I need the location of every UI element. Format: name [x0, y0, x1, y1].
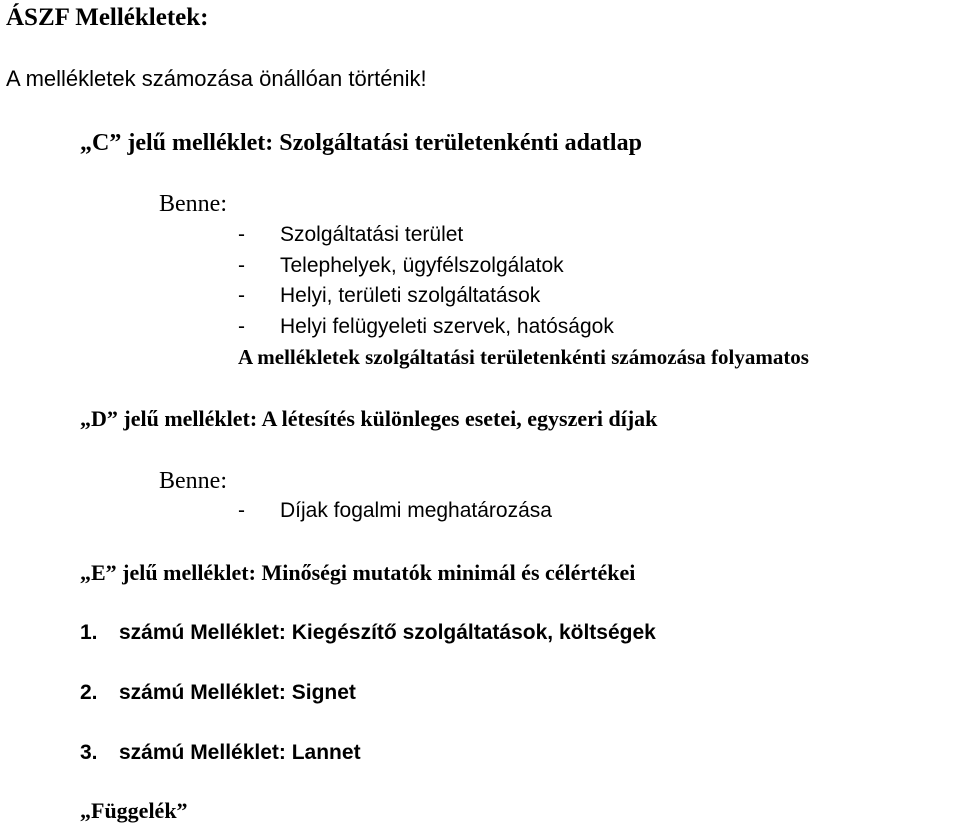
document-title: ÁSZF Mellékletek: [6, 4, 209, 31]
annex-c-item-text: Telephelyek, ügyfélszolgálatok [280, 254, 564, 277]
annex-d-contains-label: Benne: [159, 468, 227, 494]
dash-bullet: - [238, 284, 245, 307]
dash-bullet: - [238, 223, 245, 246]
dash-bullet: - [238, 315, 245, 338]
appendix-heading: „Függelék” [80, 798, 188, 823]
annex-c-item-text: Helyi felügyeleti szervek, hatóságok [280, 315, 614, 338]
annex-c-heading: „C” jelű melléklet: Szolgáltatási területenkénti adatlap [80, 130, 642, 156]
numbered-annex-number: 2. [80, 681, 98, 704]
annex-c-item-text: Helyi, területi szolgáltatások [280, 284, 541, 307]
numbered-annex-text: számú Melléklet: Lannet [119, 741, 361, 764]
numbered-annex-number: 3. [80, 741, 98, 764]
annex-c-contains-label: Benne: [159, 191, 227, 217]
annex-c-note: A mellékletek szolgáltatási területenkénti számozása folyamatos [238, 345, 809, 369]
numbered-annex-text: számú Melléklet: Signet [119, 681, 356, 704]
numbered-annex-text: számú Melléklet: Kiegészítő szolgáltatások, költségek [119, 621, 656, 644]
intro-text: A mellékletek számozása önállóan történik! [6, 66, 427, 91]
annex-d-heading: „D” jelű melléklet: A létesítés különleges esetei, egyszeri díjak [80, 406, 658, 431]
numbered-annex-number: 1. [80, 621, 98, 644]
dash-bullet: - [238, 499, 245, 522]
annex-c-item-text: Szolgáltatási terület [280, 223, 464, 246]
dash-bullet: - [238, 254, 245, 277]
annex-d-item-text: Díjak fogalmi meghatározása [280, 499, 552, 522]
annex-e-heading: „E” jelű melléklet: Minőségi mutatók minimál és célértékei [80, 560, 636, 585]
